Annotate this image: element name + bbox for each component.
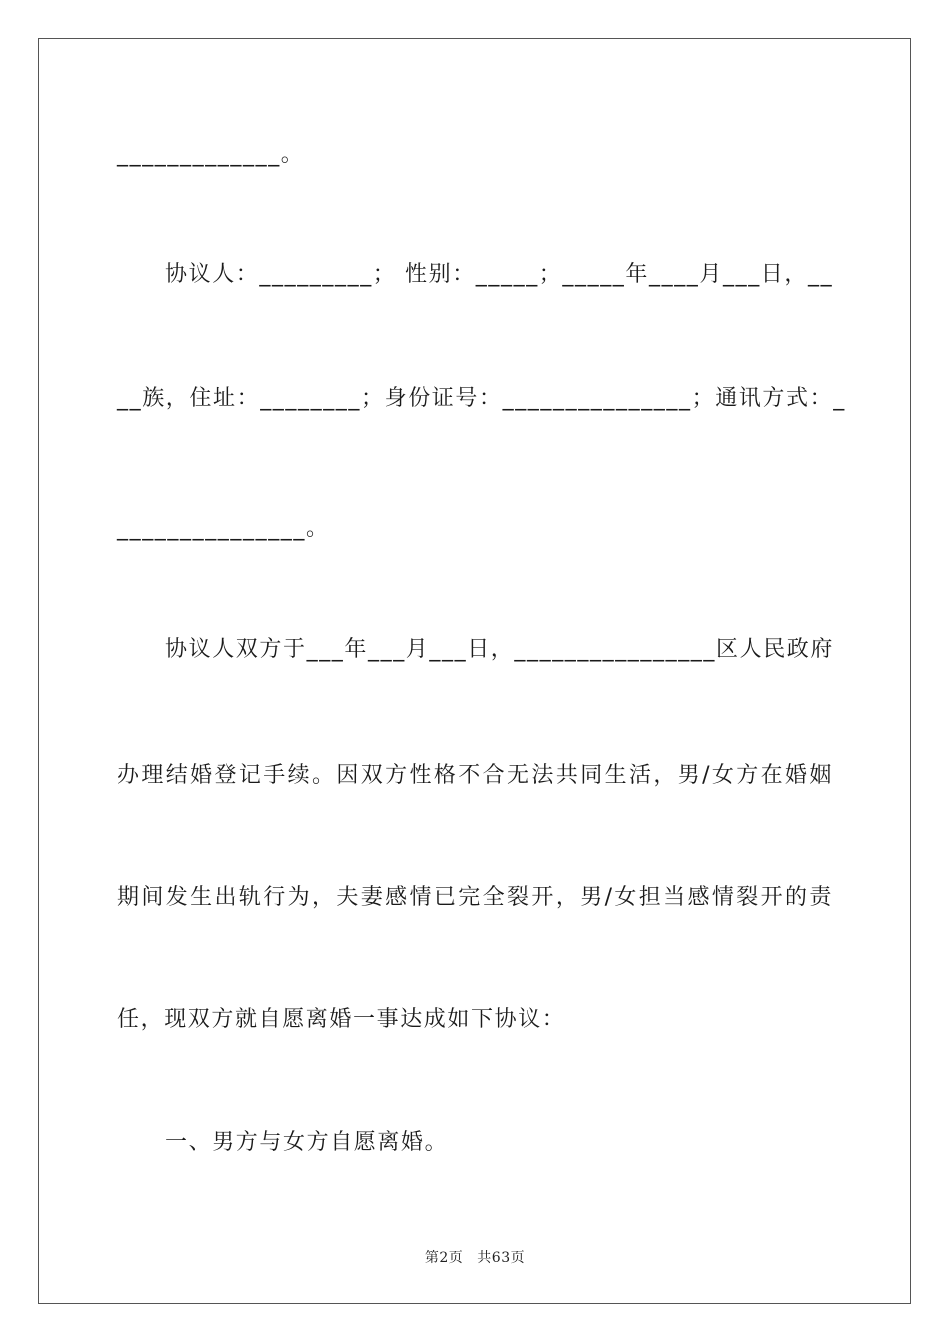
text-line-1: _____________。 xyxy=(117,142,305,167)
text-line-2: 协议人：_________； 性别：_____；_____年____月___日，__ xyxy=(165,262,834,287)
text-line-5: 协议人双方于___年___月___日，________________区人民政府 xyxy=(165,637,835,662)
text-line-9: 一、男方与女方自愿离婚。 xyxy=(165,1130,449,1155)
text-line-6: 办理结婚登记手续。因双方性格不合无法共同生活，男/女方在婚姻 xyxy=(117,763,833,788)
text-line-3: __族，住址：________；身份证号：_______________；通讯方式：_ xyxy=(117,386,846,411)
text-line-8: 任，现双方就自愿离婚一事达成如下协议： xyxy=(117,1007,566,1032)
page-footer xyxy=(0,1247,950,1267)
text-line-4: _______________。 xyxy=(117,516,330,541)
page-number: 第2页 xyxy=(424,1250,464,1266)
text-line-7: 期间发生出轨行为，夫妻感情已完全裂开，男/女担当感情裂开的责 xyxy=(117,885,833,910)
page-total: 共63页 xyxy=(477,1250,526,1266)
page-frame xyxy=(38,38,911,1304)
